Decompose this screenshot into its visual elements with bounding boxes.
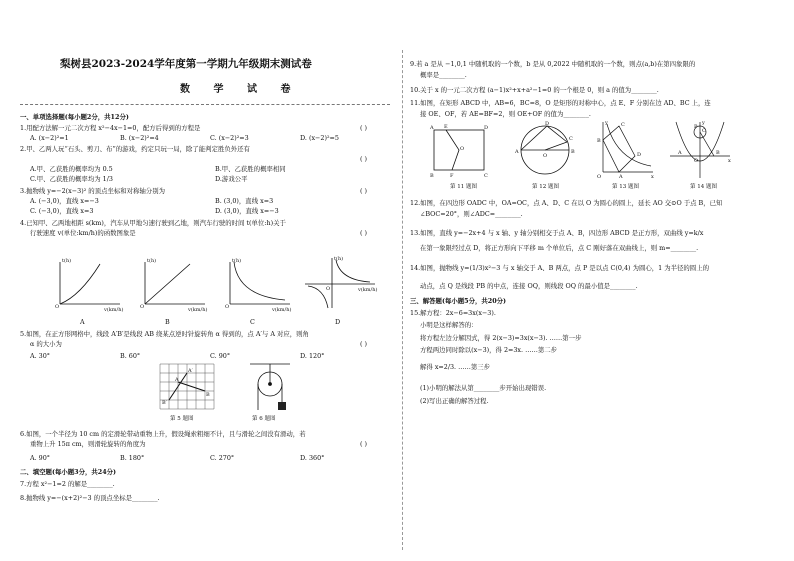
q12-stem: 12.如图，在四边形 OADC 中，OA=OC，点 A、D、C 在以 O 为圆心的圆上，延长 AO 交⊙O 于点 B，已知 bbox=[410, 199, 723, 207]
svg-text:F: F bbox=[450, 173, 454, 179]
q14-stem: 14.如图，抛物线 y=(1/3)x²−3 与 x 轴交于 A、B 两点，点 P 是以点 C(0,4) 为圆心，1 为半径的圆上的 bbox=[410, 264, 709, 272]
svg-text:t(h): t(h) bbox=[334, 256, 344, 262]
svg-text:v(km/h): v(km/h) bbox=[272, 307, 292, 313]
svg-text:A: A bbox=[619, 174, 623, 180]
svg-text:B: B bbox=[597, 138, 601, 144]
svg-text:x: x bbox=[651, 174, 654, 180]
q13-stem-cont[interactable]: 在第一象限经过点 D，将正方形向下平移 m 个单位后，点 C 刚好落在双曲线上，则 m=________. bbox=[420, 244, 699, 252]
q4-label-a[interactable]: A bbox=[80, 318, 85, 326]
q4-answer-paren[interactable]: ( ) bbox=[360, 229, 368, 237]
q6-pulley-figure bbox=[245, 362, 295, 414]
q13-coordinate-figure bbox=[595, 120, 655, 180]
svg-text:B: B bbox=[571, 149, 575, 155]
q6-stem-cont: 重物上升 15π cm，则滑轮旋转的角度为 bbox=[30, 440, 146, 448]
svg-text:C: C bbox=[702, 128, 706, 134]
svg-text:O: O bbox=[694, 158, 699, 164]
q2-answer-paren[interactable]: ( ) bbox=[360, 155, 368, 163]
q11-rectangle-figure bbox=[430, 124, 490, 178]
svg-text:D: D bbox=[637, 152, 642, 158]
svg-text:D: D bbox=[545, 121, 550, 127]
exam-title: 梨树县2023-2024学年度第一学期九年级期末测试卷 bbox=[60, 58, 312, 70]
q15-part2[interactable]: (2)写出正确的解答过程. bbox=[420, 397, 489, 405]
q12-figure-caption: 第 12 题图 bbox=[532, 184, 559, 190]
svg-text:D: D bbox=[484, 125, 489, 131]
svg-text:C: C bbox=[484, 173, 488, 179]
svg-text:O: O bbox=[140, 304, 145, 310]
q1-answer-paren[interactable]: ( ) bbox=[360, 124, 368, 132]
q9-stem: 9.若 a 是从 −1,0,1 中随机取的一个数，b 是从 0,2022 中随机取的一个数，则点(a,b)在第四象限的 bbox=[410, 60, 696, 68]
q13-stem: 13.如图，直线 y=−2x+4 与 x 轴、y 轴分别相交于点 A、B，四边形 ABCD 是正方形，双曲线 y=k/x bbox=[410, 229, 704, 237]
q15-step1: 将方程左边分解因式，得 2(x−3)=3x(x−3). ……第一步 bbox=[420, 334, 582, 342]
q11-stem-cont[interactable]: 接 OE、OF，若 AE=BF=2，则 OE+OF 的值为________. bbox=[420, 110, 591, 118]
q5-answer-paren[interactable]: ( ) bbox=[360, 340, 368, 348]
q15-part1[interactable]: (1)小明的解法从第________步开始出现错误. bbox=[420, 384, 547, 392]
q4-label-d[interactable]: D bbox=[335, 318, 341, 326]
q6-option-b[interactable]: B. 180° bbox=[120, 454, 145, 462]
q5-stem-cont: α 的大小为 bbox=[30, 340, 62, 348]
svg-text:A′: A′ bbox=[188, 368, 193, 374]
q15-step3: 解得 x=2/3. ……第三步 bbox=[420, 363, 491, 371]
q3-option-a[interactable]: A. (−3,0)，直线 x=−3 bbox=[30, 197, 99, 205]
svg-text:A: A bbox=[175, 377, 179, 383]
q6-option-c[interactable]: C. 270° bbox=[210, 454, 235, 462]
q3-option-b[interactable]: B. (3,0)，直线 x=3 bbox=[215, 197, 274, 205]
q15-step2: 方程两边同时除以(x−3)，得 2=3x. ……第二步 bbox=[420, 346, 558, 354]
q4-label-b[interactable]: B bbox=[165, 318, 170, 326]
svg-text:B: B bbox=[206, 392, 210, 398]
q14-parabola-figure bbox=[668, 120, 732, 180]
svg-text:O: O bbox=[460, 146, 465, 152]
q5-option-b[interactable]: B. 60° bbox=[120, 352, 141, 360]
q3-option-d[interactable]: D. (3,0)，直线 x=−3 bbox=[215, 207, 279, 215]
svg-text:O: O bbox=[55, 304, 60, 310]
q6-answer-paren[interactable]: ( ) bbox=[360, 440, 368, 448]
q5-grid-figure bbox=[160, 364, 220, 412]
q1-option-d[interactable]: D. (x−2)²=5 bbox=[300, 134, 339, 142]
q9-stem-cont[interactable]: 概率是________. bbox=[420, 71, 467, 79]
svg-text:v(km/h): v(km/h) bbox=[188, 307, 208, 313]
q3-answer-paren[interactable]: ( ) bbox=[360, 187, 368, 195]
q2-option-d[interactable]: D.游戏公平 bbox=[215, 175, 248, 183]
q1-option-a[interactable]: A. (x−2)²=1 bbox=[30, 134, 69, 142]
svg-text:v(km/h): v(km/h) bbox=[358, 287, 378, 293]
svg-text:C: C bbox=[569, 136, 573, 142]
svg-text:O: O bbox=[597, 174, 602, 180]
q1-option-b[interactable]: B. (x−2)²=4 bbox=[120, 134, 159, 142]
svg-text:P: P bbox=[694, 124, 698, 130]
q15-solution-intro: 小明是这样解答的： bbox=[420, 321, 478, 329]
q4-stem: 4.已知甲、乙两地相距 s(km)，汽车从甲地匀速行驶到乙地，则汽车行驶的时间 t(单位:h)关于 bbox=[20, 219, 286, 227]
q8-stem[interactable]: 8.抛物线 y=−(x+2)²−3 的顶点坐标是________. bbox=[20, 494, 160, 502]
q5-stem: 5.如图，在正方形网格中，线段 A′B′是线段 AB 绕某点逆时针旋转角 α 得到的，点 A′与 A 对应，则角 bbox=[20, 330, 309, 338]
svg-text:A: A bbox=[678, 150, 682, 156]
q5-option-d[interactable]: D. 120° bbox=[300, 352, 325, 360]
q14-stem-cont[interactable]: 动点，点 Q 是线段 PB 的中点，连接 OQ，则线段 OQ 的最小值是________. bbox=[420, 282, 638, 290]
q6-stem: 6.如图，一个半径为 10 cm 的定滑轮带动重物上升，假设绳索粗细不计，且与滑轮之间没有滑动，若 bbox=[20, 430, 306, 438]
q3-option-c[interactable]: C. (−3,0)，直线 x=3 bbox=[30, 207, 94, 215]
svg-text:B: B bbox=[716, 150, 720, 156]
svg-text:C: C bbox=[621, 122, 625, 128]
q11-figure-caption: 第 11 题图 bbox=[450, 184, 477, 190]
q4-stem-cont: 行驶速度 v(单位:km/h)的函数图象是 bbox=[30, 229, 136, 237]
svg-text:t(h): t(h) bbox=[232, 258, 242, 264]
svg-text:O: O bbox=[225, 304, 230, 310]
q2-option-c[interactable]: C.甲、乙获胜的概率均为 1/3 bbox=[30, 175, 113, 183]
q6-option-a[interactable]: A. 90° bbox=[30, 454, 51, 462]
svg-text:v(km/h): v(km/h) bbox=[104, 307, 124, 313]
header-divider bbox=[20, 104, 390, 105]
q5-option-c[interactable]: C. 90° bbox=[210, 352, 231, 360]
q1-stem: 1.用配方法解一元二次方程 x²−4x−1=0，配方后得到的方程是 bbox=[20, 124, 201, 132]
svg-text:x: x bbox=[728, 158, 731, 164]
exam-subtitle: 数 学 试 卷 bbox=[180, 84, 301, 95]
svg-text:O: O bbox=[326, 286, 331, 292]
svg-text:t(h): t(h) bbox=[147, 258, 157, 264]
svg-text:y: y bbox=[605, 120, 608, 126]
svg-text:A: A bbox=[430, 125, 434, 131]
q3-stem: 3.抛物线 y=−2(x−3)² 的顶点坐标和对称轴分别为 bbox=[20, 187, 165, 195]
q2-stem: 2.甲、乙两人玩“石头、剪刀、布”的游戏，约定只玩一局，除了能判定胜负外还有 bbox=[20, 145, 250, 153]
q5-option-a[interactable]: A. 30° bbox=[30, 352, 51, 360]
svg-text:t(h): t(h) bbox=[62, 258, 72, 264]
section2-heading: 二、填空题(每小题3分，共24分) bbox=[20, 468, 117, 476]
q2-option-b[interactable]: B.甲、乙获胜的概率相同 bbox=[215, 165, 286, 173]
q12-stem-cont[interactable]: ∠BOC=20°，则∠ADC=________. bbox=[420, 210, 523, 218]
svg-text:B: B bbox=[430, 173, 434, 179]
q5-figure-caption: 第 5 题图 bbox=[170, 416, 194, 422]
svg-text:E: E bbox=[444, 124, 448, 130]
svg-text:B′: B′ bbox=[162, 400, 167, 406]
q1-option-c[interactable]: C. (x−2)²=3 bbox=[210, 134, 249, 142]
q12-circle-figure bbox=[515, 120, 575, 180]
svg-text:A: A bbox=[515, 149, 519, 155]
q14-figure-caption: 第 14 题图 bbox=[690, 184, 717, 190]
section1-heading: 一、单项选择题(每小题2分，共12分) bbox=[20, 113, 129, 121]
q6-option-d[interactable]: D. 360° bbox=[300, 454, 325, 462]
column-divider bbox=[402, 50, 403, 550]
q11-stem: 11.如图，在矩形 ABCD 中，AB=6，BC=8，O 是矩形的对称中心，点 E、F 分别在边 AD、BC 上，连 bbox=[410, 99, 711, 107]
q4-graph-options bbox=[40, 256, 380, 316]
q6-figure-caption: 第 6 题图 bbox=[252, 416, 276, 422]
svg-text:y: y bbox=[702, 120, 705, 126]
section3-heading: 三、解答题(每小题5分，共20分) bbox=[410, 297, 507, 305]
q2-option-a[interactable]: A.甲、乙获胜的概率均为 0.5 bbox=[30, 165, 113, 173]
q7-stem[interactable]: 7.方程 x²−1=2 的解是________. bbox=[20, 480, 115, 488]
q13-figure-caption: 第 13 题图 bbox=[612, 184, 639, 190]
q15-stem: 15.解方程：2x−6=3x(x−3). bbox=[410, 309, 496, 317]
q10-stem[interactable]: 10.关于 x 的一元二次方程 (a−1)x²+x+a²−1=0 的一个根是 0，则 a 的值为________. bbox=[410, 86, 659, 94]
svg-text:O: O bbox=[543, 153, 548, 159]
q4-label-c[interactable]: C bbox=[250, 318, 255, 326]
